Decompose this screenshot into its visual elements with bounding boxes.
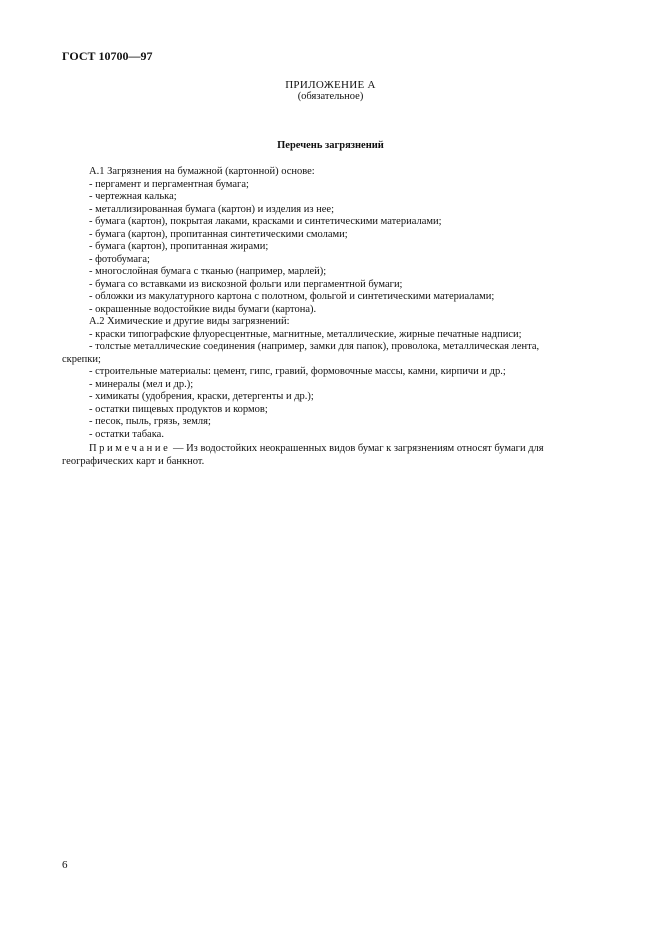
appendix-status: (обязательное)	[297, 91, 364, 102]
list-item: - краски типографские флуоресцентные, магнитные, металлические, жирные печатные надписи;	[89, 328, 522, 340]
note-first-line	[62, 443, 599, 456]
section-a1-heading: А.1 Загрязнения на бумажной (картонной) основе:	[89, 166, 315, 177]
note-text-first: — Из водостойких неокрашенных видов бумаг к загрязнениям относят бумаги для	[172, 443, 544, 454]
document-code-header: ГОСТ 10700—97	[62, 49, 153, 63]
contaminants-list-title: Перечень загрязнений	[277, 140, 384, 151]
list-item: - песок, пыль, грязь, земля;	[89, 416, 211, 427]
list-item: - остатки пищевых продуктов и кормов;	[89, 403, 268, 415]
list-item: - бумага со вставками из вискозной фольги или пергаментной бумаги;	[89, 278, 403, 290]
list-item: - остатки табака.	[89, 428, 164, 440]
list-item: - бумага (картон), покрытая лаками, красками и синтетическими материалами;	[89, 216, 442, 227]
list-item-first-line: - толстые металлические соединения (например, замки для папок), проволока, металлическая лента,	[89, 341, 540, 352]
note-paragraph	[62, 443, 599, 468]
list-item: - минералы (мел и др.);	[89, 378, 194, 390]
list-item-continuation: скрепки;	[62, 353, 101, 365]
contaminants-body	[62, 166, 599, 441]
list-item-wrapped	[62, 341, 599, 366]
list-item: - химикаты (удобрения, краски, детергенты и др.);	[89, 391, 314, 402]
list-item: - строительные материалы: цемент, гипс, гравий, формовочные массы, камни, кирпичи и др.;	[89, 366, 506, 377]
note-label: Примечание	[89, 443, 171, 454]
note-text-rest: географических карт и банкнот.	[62, 455, 205, 467]
list-item: - окрашенные водостойкие виды бумаги (картона).	[89, 303, 317, 315]
list-item: - бумага (картон), пропитанная жирами;	[89, 241, 269, 252]
page-number: 6	[62, 859, 68, 871]
list-item: - обложки из макулатурного картона с полотном, фольгой и синтетическими материалами;	[89, 291, 495, 302]
list-item: - пергамент и пергаментная бумага;	[89, 178, 249, 190]
list-item: - фотобумага;	[89, 253, 150, 265]
list-item: - многослойная бумага с тканью (например, марлей);	[89, 266, 327, 277]
list-item: - чертежная калька;	[89, 191, 177, 202]
list-item: - металлизированная бумага (картон) и изделия из нее;	[89, 203, 335, 215]
section-a2-heading: А.2 Химические и другие виды загрязнений:	[89, 316, 290, 327]
appendix-title: ПРИЛОЖЕНИЕ А	[285, 79, 376, 91]
list-item: - бумага (картон), пропитанная синтетическими смолами;	[89, 228, 348, 240]
